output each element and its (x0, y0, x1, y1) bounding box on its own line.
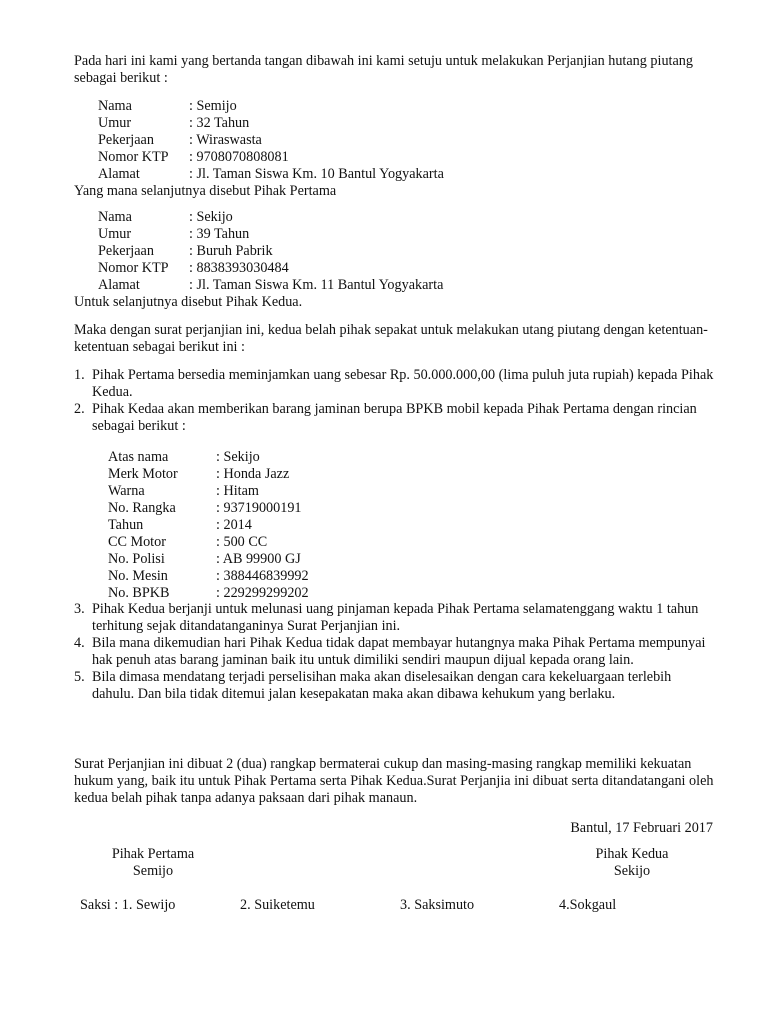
field-value: : Jl. Taman Siswa Km. 10 Bantul Yogyakarta (189, 166, 444, 182)
party2-field (98, 277, 714, 294)
field-label: No. BPKB (108, 585, 170, 601)
party2-field (98, 260, 714, 277)
item-number: 1. (74, 367, 85, 383)
list-item (74, 601, 714, 635)
field-value: : 2014 (216, 517, 252, 533)
collateral-field (108, 449, 608, 466)
party2-caption: Untuk selanjutnya disebut Pihak Kedua. (74, 294, 303, 310)
place-date: Bantul, 17 Februari 2017 (570, 820, 713, 836)
field-label: No. Mesin (108, 568, 168, 584)
party1-field (98, 166, 714, 183)
closing-text: Surat Perjanjian ini dibuat 2 (dua) rangkap bermaterai cukup dan masing-masing rangkap memiliki kekuatan hukum yang, baik itu untuk Pihak Pertama serta Pihak Kedua.Surat Perjanjia ini dibuat serta ditandatangani oleh kedua belah pihak tanpa adanya paksaan dari pihak manaun. (74, 756, 714, 806)
field-label: CC Motor (108, 534, 166, 550)
field-label: No. Rangka (108, 500, 176, 516)
item-number: 2. (74, 401, 85, 417)
field-label: Alamat (98, 277, 140, 293)
field-value: : 388446839992 (216, 568, 309, 584)
item-text: Pihak Kedua berjanji untuk melunasi uang pinjaman kepada Pihak Pertama selamatenggang waktu 1 tahun terhitung sejak ditandatanganinya Surat Perjanjian ini. (92, 601, 699, 634)
list-item (74, 635, 714, 669)
signature-second-party (582, 846, 682, 880)
field-label: Tahun (108, 517, 144, 533)
field-value: : 93719000191 (216, 500, 302, 516)
field-label: Nama (98, 98, 132, 114)
list-item (74, 401, 714, 435)
field-value: : AB 99900 GJ (216, 551, 301, 567)
collateral-field (108, 500, 608, 517)
signature-role: Pihak Kedua (595, 846, 669, 862)
witness-4: 4.Sokgaul (559, 897, 617, 913)
item-number: 4. (74, 635, 85, 651)
intro-paragraph (74, 53, 714, 87)
field-label: Alamat (98, 166, 140, 182)
witness-1: Saksi : 1. Sewijo (80, 897, 176, 913)
field-value: : 8838393030484 (189, 260, 289, 276)
item-text: Bila mana dikemudian hari Pihak Kedua tidak dapat membayar hutangnya maka Pihak Pertama mempunyai hak penuh atas barang jaminan baik itu untuk dimiliki sendiri maupun dijual kepada orang lain. (92, 635, 706, 668)
field-value: : 229299299202 (216, 585, 309, 601)
intro-text: Pada hari ini kami yang bertanda tangan dibawah ini kami setuju untuk melakukan Perjanjian hutang piutang sebagai berikut : (74, 53, 693, 86)
signature-role: Pihak Pertama (111, 846, 195, 862)
terms-list-top (74, 367, 714, 435)
field-label: Umur (98, 115, 132, 131)
item-number: 3. (74, 601, 85, 617)
collateral-field (108, 568, 608, 585)
signature-name: Sekijo (613, 863, 651, 879)
field-value: : Semijo (189, 98, 237, 114)
signature-first-party (95, 846, 211, 880)
closing-paragraph (74, 756, 714, 807)
field-label: Pekerjaan (98, 132, 154, 148)
field-value: : Jl. Taman Siswa Km. 11 Bantul Yogyakarta (189, 277, 444, 293)
field-value: : 500 CC (216, 534, 268, 550)
field-value: : Honda Jazz (216, 466, 290, 482)
collateral-field (108, 517, 608, 534)
field-label: Nomor KTP (98, 260, 169, 276)
collateral-field (108, 585, 608, 602)
terms-intro-text: Maka dengan surat perjanjian ini, kedua belah pihak sepakat untuk melakukan utang piutang dengan ketentuan-ketentuan sebagai berikut ini : (74, 322, 708, 355)
field-value: : 39 Tahun (189, 226, 250, 242)
party2-field (98, 243, 714, 260)
collateral-details (108, 449, 608, 602)
signature-name: Semijo (132, 863, 174, 879)
field-value: : Hitam (216, 483, 259, 499)
field-value: : 9708070808081 (189, 149, 289, 165)
field-label: Umur (98, 226, 132, 242)
field-value: : Buruh Pabrik (189, 243, 273, 259)
field-value: : Sekijo (216, 449, 260, 465)
item-text: Pihak Pertama bersedia meminjamkan uang sebesar Rp. 50.000.000,00 (lima puluh juta rupiah) kepada Pihak Kedua. (92, 367, 714, 400)
collateral-field (108, 466, 608, 483)
list-item (74, 669, 714, 703)
party2-field (98, 209, 714, 226)
field-label: Warna (108, 483, 145, 499)
terms-intro (74, 322, 714, 356)
field-label: Nomor KTP (98, 149, 169, 165)
party1-field (98, 115, 714, 132)
field-value: : Sekijo (189, 209, 233, 225)
terms-list-bottom (74, 601, 714, 703)
party1-field (98, 98, 714, 115)
collateral-field (108, 483, 608, 500)
collateral-field (108, 551, 608, 568)
item-number: 5. (74, 669, 85, 685)
field-label: No. Polisi (108, 551, 165, 567)
field-label: Atas nama (108, 449, 169, 465)
field-value: : 32 Tahun (189, 115, 250, 131)
party1-details (74, 98, 714, 200)
field-value: : Wiraswasta (189, 132, 262, 148)
collateral-field (108, 534, 608, 551)
item-text: Pihak Kedaa akan memberikan barang jaminan berupa BPKB mobil kepada Pihak Pertama dengan rincian sebagai berikut : (92, 401, 697, 434)
party2-details (74, 209, 714, 311)
party1-caption: Yang mana selanjutnya disebut Pihak Pertama (74, 183, 337, 199)
field-label: Pekerjaan (98, 243, 154, 259)
witness-3: 3. Saksimuto (400, 897, 475, 913)
field-label: Nama (98, 209, 132, 225)
list-item (74, 367, 714, 401)
item-text: Bila dimasa mendatang terjadi perselisihan maka akan diselesaikan dengan cara kekeluargaan terlebih dahulu. Dan bila tidak ditemui jalan kesepakatan maka akan dibawa kehukum yang berlaku. (92, 669, 672, 702)
party1-field (98, 149, 714, 166)
field-label: Merk Motor (108, 466, 178, 482)
party2-field (98, 226, 714, 243)
witness-2: 2. Suiketemu (240, 897, 315, 913)
party1-field (98, 132, 714, 149)
